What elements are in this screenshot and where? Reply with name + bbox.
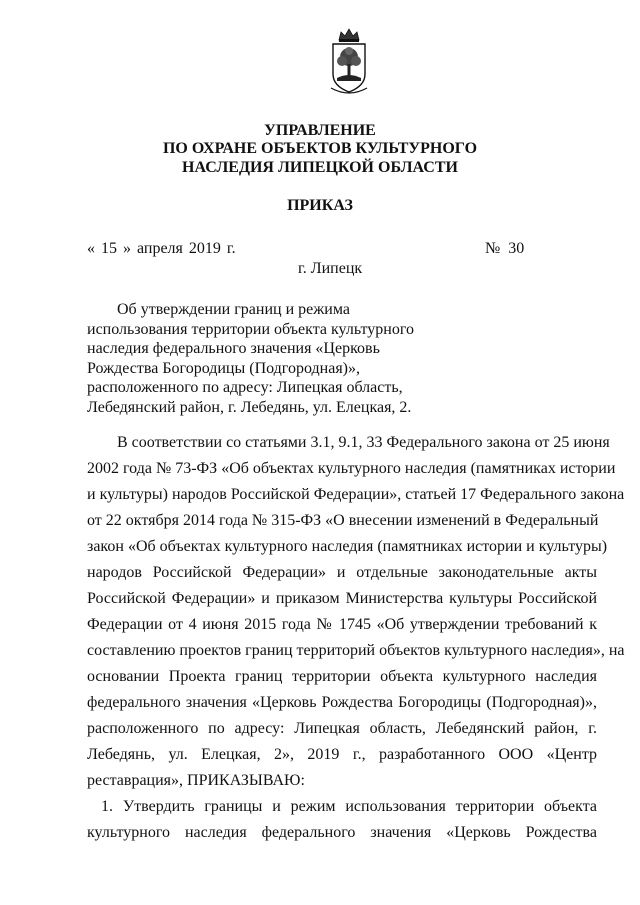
body-line: культурного наследия федерального значения «Церковь Рождества bbox=[87, 824, 597, 841]
body-line: от 22 октября 2014 года № 315-ФЗ «О внесении изменений в Федеральный bbox=[87, 512, 599, 529]
body-line: В соответствии со статьями 3.1, 9.1, 33 Федерального закона от 25 июня bbox=[117, 434, 610, 451]
body-line: Федерации от 4 июня 2015 года № 1745 «Об утверждении требований к bbox=[87, 616, 597, 633]
authority-name-line1: УПРАВЛЕНИЕ bbox=[264, 122, 376, 139]
subject-line: наследия федерального значения «Церковь bbox=[87, 340, 380, 358]
document-date: « 15 » апреля 2019 г. bbox=[87, 240, 236, 257]
body-line: реставрация», ПРИКАЗЫВАЮ: bbox=[87, 772, 305, 789]
body-line: закон «Об объектах культурного наследия (памятниках истории и культуры) bbox=[87, 538, 608, 555]
body-line: составлению проектов границ территорий объектов культурного наследия», на bbox=[87, 642, 625, 659]
body-line: Российской Федерации» и приказом Министерства культуры Российской bbox=[87, 590, 597, 607]
subject-line: Об утверждении границ и режима bbox=[117, 301, 350, 318]
body-line: расположенного по адресу: Липецкая область, Лебедянский район, г. bbox=[87, 720, 597, 737]
body-line: 1. Утвердить границы и режим использования территории объекта bbox=[101, 798, 597, 815]
body-line: народов Российской Федерации» и отдельные законодательные акты bbox=[87, 564, 597, 581]
body-line: основании Проекта границ территории объекта культурного наследия bbox=[87, 668, 597, 685]
coat-of-arms-icon bbox=[327, 26, 371, 98]
subject-line: расположенного по адресу: Липецкая область, bbox=[87, 379, 403, 397]
authority-name-line3: НАСЛЕДИЯ ЛИПЕЦКОЙ ОБЛАСТИ bbox=[182, 159, 458, 176]
authority-name-line2: ПО ОХРАНЕ ОБЪЕКТОВ КУЛЬТУРНОГО bbox=[162, 140, 478, 157]
document-city: г. Липецк bbox=[298, 260, 363, 277]
subject-line: Лебедянский район, г. Лебедянь, ул. Елецкая, 2. bbox=[87, 398, 412, 416]
body-line: Лебедянь, ул. Елецкая, 2», 2019 г., разработанного ООО «Центр bbox=[87, 746, 597, 763]
body-line: федерального значения «Церковь Рождества Богородицы (Подгородная)», bbox=[87, 694, 597, 711]
body-line: и культуры) народов Российской Федерации», статьей 17 Федерального закона bbox=[87, 486, 625, 503]
subject-line: Рождества Богородицы (Подгородная)», bbox=[87, 359, 360, 377]
order-subject bbox=[87, 300, 417, 418]
body-line: 2002 года № 73-ФЗ «Об объектах культурного наследия (памятниках истории bbox=[87, 460, 616, 477]
document-number: № 30 bbox=[485, 240, 525, 257]
document-type: ПРИКАЗ bbox=[287, 197, 353, 214]
subject-line: использования территории объекта культурного bbox=[87, 320, 415, 338]
order-body bbox=[87, 430, 625, 846]
